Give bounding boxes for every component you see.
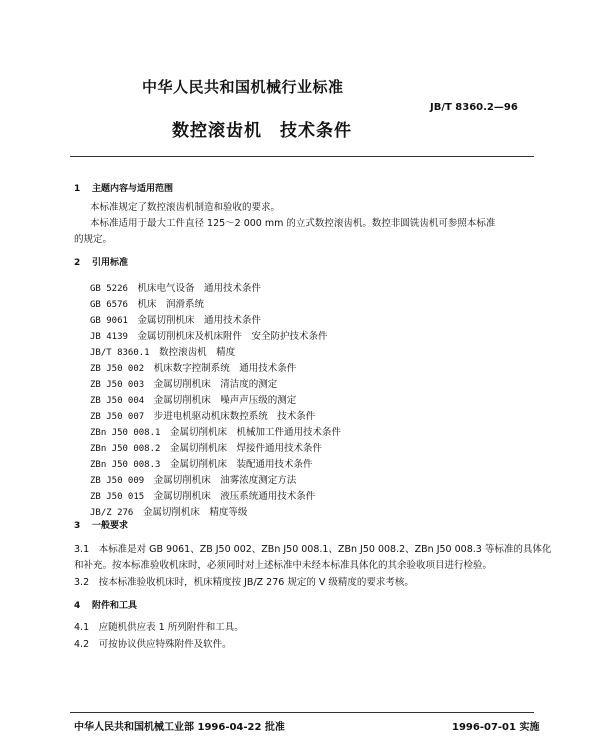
section-number: 2 [74,258,81,268]
approval-date: 中华人民共和国机械工业部 1996-04-22 批准 [74,722,285,733]
section-2-heading [74,255,128,268]
section-1-heading [74,181,173,194]
reference-item [90,472,296,486]
reference-title: 金属切削机床 机械加工件通用技术条件 [169,427,341,438]
section-number: 3 [74,521,81,531]
paragraph: 4.2 可按协议供应特殊附件及软件。 [74,639,232,650]
reference-item [90,424,341,438]
reference-item [90,392,296,406]
reference-code: GB 6576 [90,300,128,310]
reference-item [90,440,322,454]
reference-code: ZBn J50 008.3 [90,460,161,470]
reference-title: 金属切削机床 噪声声压级的测定 [153,395,297,406]
section-3-heading [74,518,128,531]
reference-item [90,456,312,470]
reference-item [90,296,204,310]
reference-title: 数控滚齿机 精度 [159,347,236,358]
section-number: 4 [74,601,81,611]
standard-code: JB/T 8360.2—96 [430,102,518,113]
reference-item [90,408,315,422]
reference-code: ZBn J50 008.2 [90,444,161,454]
reference-title: 机床电气设备 通用技术条件 [137,283,261,294]
reference-title: 机床 润滑系统 [137,299,204,310]
reference-code: ZB J50 015 [90,492,145,502]
reference-code: ZB J50 007 [90,412,145,422]
reference-item [90,376,277,390]
reference-title: 金属切削机床 通用技术条件 [137,315,261,326]
reference-code: JB/T 8360.1 [90,348,150,358]
section-number: 1 [74,184,81,194]
reference-code: GB 5226 [90,284,128,294]
reference-code: ZB J50 004 [90,396,145,406]
reference-code: ZB J50 009 [90,476,145,486]
reference-item [90,504,247,518]
section-title: 附件和工具 [92,601,138,611]
reference-item [90,344,235,358]
reference-title: 金属切削机床 精度等级 [142,507,248,518]
reference-code: JB 4139 [90,332,128,342]
reference-title: 金属切削机床 焊接件通用技术条件 [169,443,322,454]
reference-title: 金属切削机床及机床附件 安全防护技术条件 [137,331,328,342]
paragraph: 本标准适用于最大工件直径 125～2 000 mm 的立式数控滚齿机。数控非圆铣齿机可参照本标准 [90,218,496,229]
reference-title: 金属切削机床 装配通用技术条件 [169,459,313,470]
reference-code: ZBn J50 008.1 [90,428,161,438]
reference-title: 金属切削机床 清洁度的测定 [153,379,278,390]
section-title: 主题内容与适用范围 [92,184,174,194]
reference-title: 机床数字控制系统 通用技术条件 [153,363,297,374]
reference-item [90,488,315,502]
reference-title: 金属切削机床 油雾浓度测定方法 [153,475,297,486]
reference-code: JB/Z 276 [90,508,134,518]
paragraph: 本标准规定了数控滚齿机制造和验收的要求。 [90,202,281,213]
reference-item [90,280,261,294]
paragraph: 3.1 本标准是对 GB 9061、ZB J50 002、ZBn J50 008.1、ZBn J50 008.2、ZBn J50 008.3 等标准的具体化 [74,544,552,555]
section-4-heading [74,598,137,611]
paragraph: 的规定。 [74,234,113,245]
paragraph: 和补充。按本标准验收机床时，必须同时对上述标准中未经本标准具体化的其余验收项目进行检验。 [74,560,493,571]
section-title: 一般要求 [92,521,129,531]
paragraph: 3.2 按本标准验收机床时，机床精度按 JB/Z 276 规定的 V 级精度的要求考核。 [74,577,414,588]
paragraph: 4.1 应随机供应表 1 所列附件和工具。 [74,622,244,633]
reference-code: GB 9061 [90,316,128,326]
implementation-date: 1996-07-01 实施 [452,722,540,733]
reference-title: 金属切削机床 液压系统通用技术条件 [153,491,316,502]
reference-code: ZB J50 002 [90,364,145,374]
reference-item [90,328,327,342]
section-title: 引用标准 [92,258,129,268]
footer-divider [70,712,534,713]
standard-organization: 中华人民共和国机械行业标准 [142,78,344,96]
reference-title: 步进电机驱动机床数控系统 技术条件 [153,411,316,422]
reference-item [90,312,261,326]
reference-code: ZB J50 003 [90,380,145,390]
document-title: 数控滚齿机 技术条件 [172,121,352,141]
reference-item [90,360,296,374]
header-divider [70,156,534,157]
